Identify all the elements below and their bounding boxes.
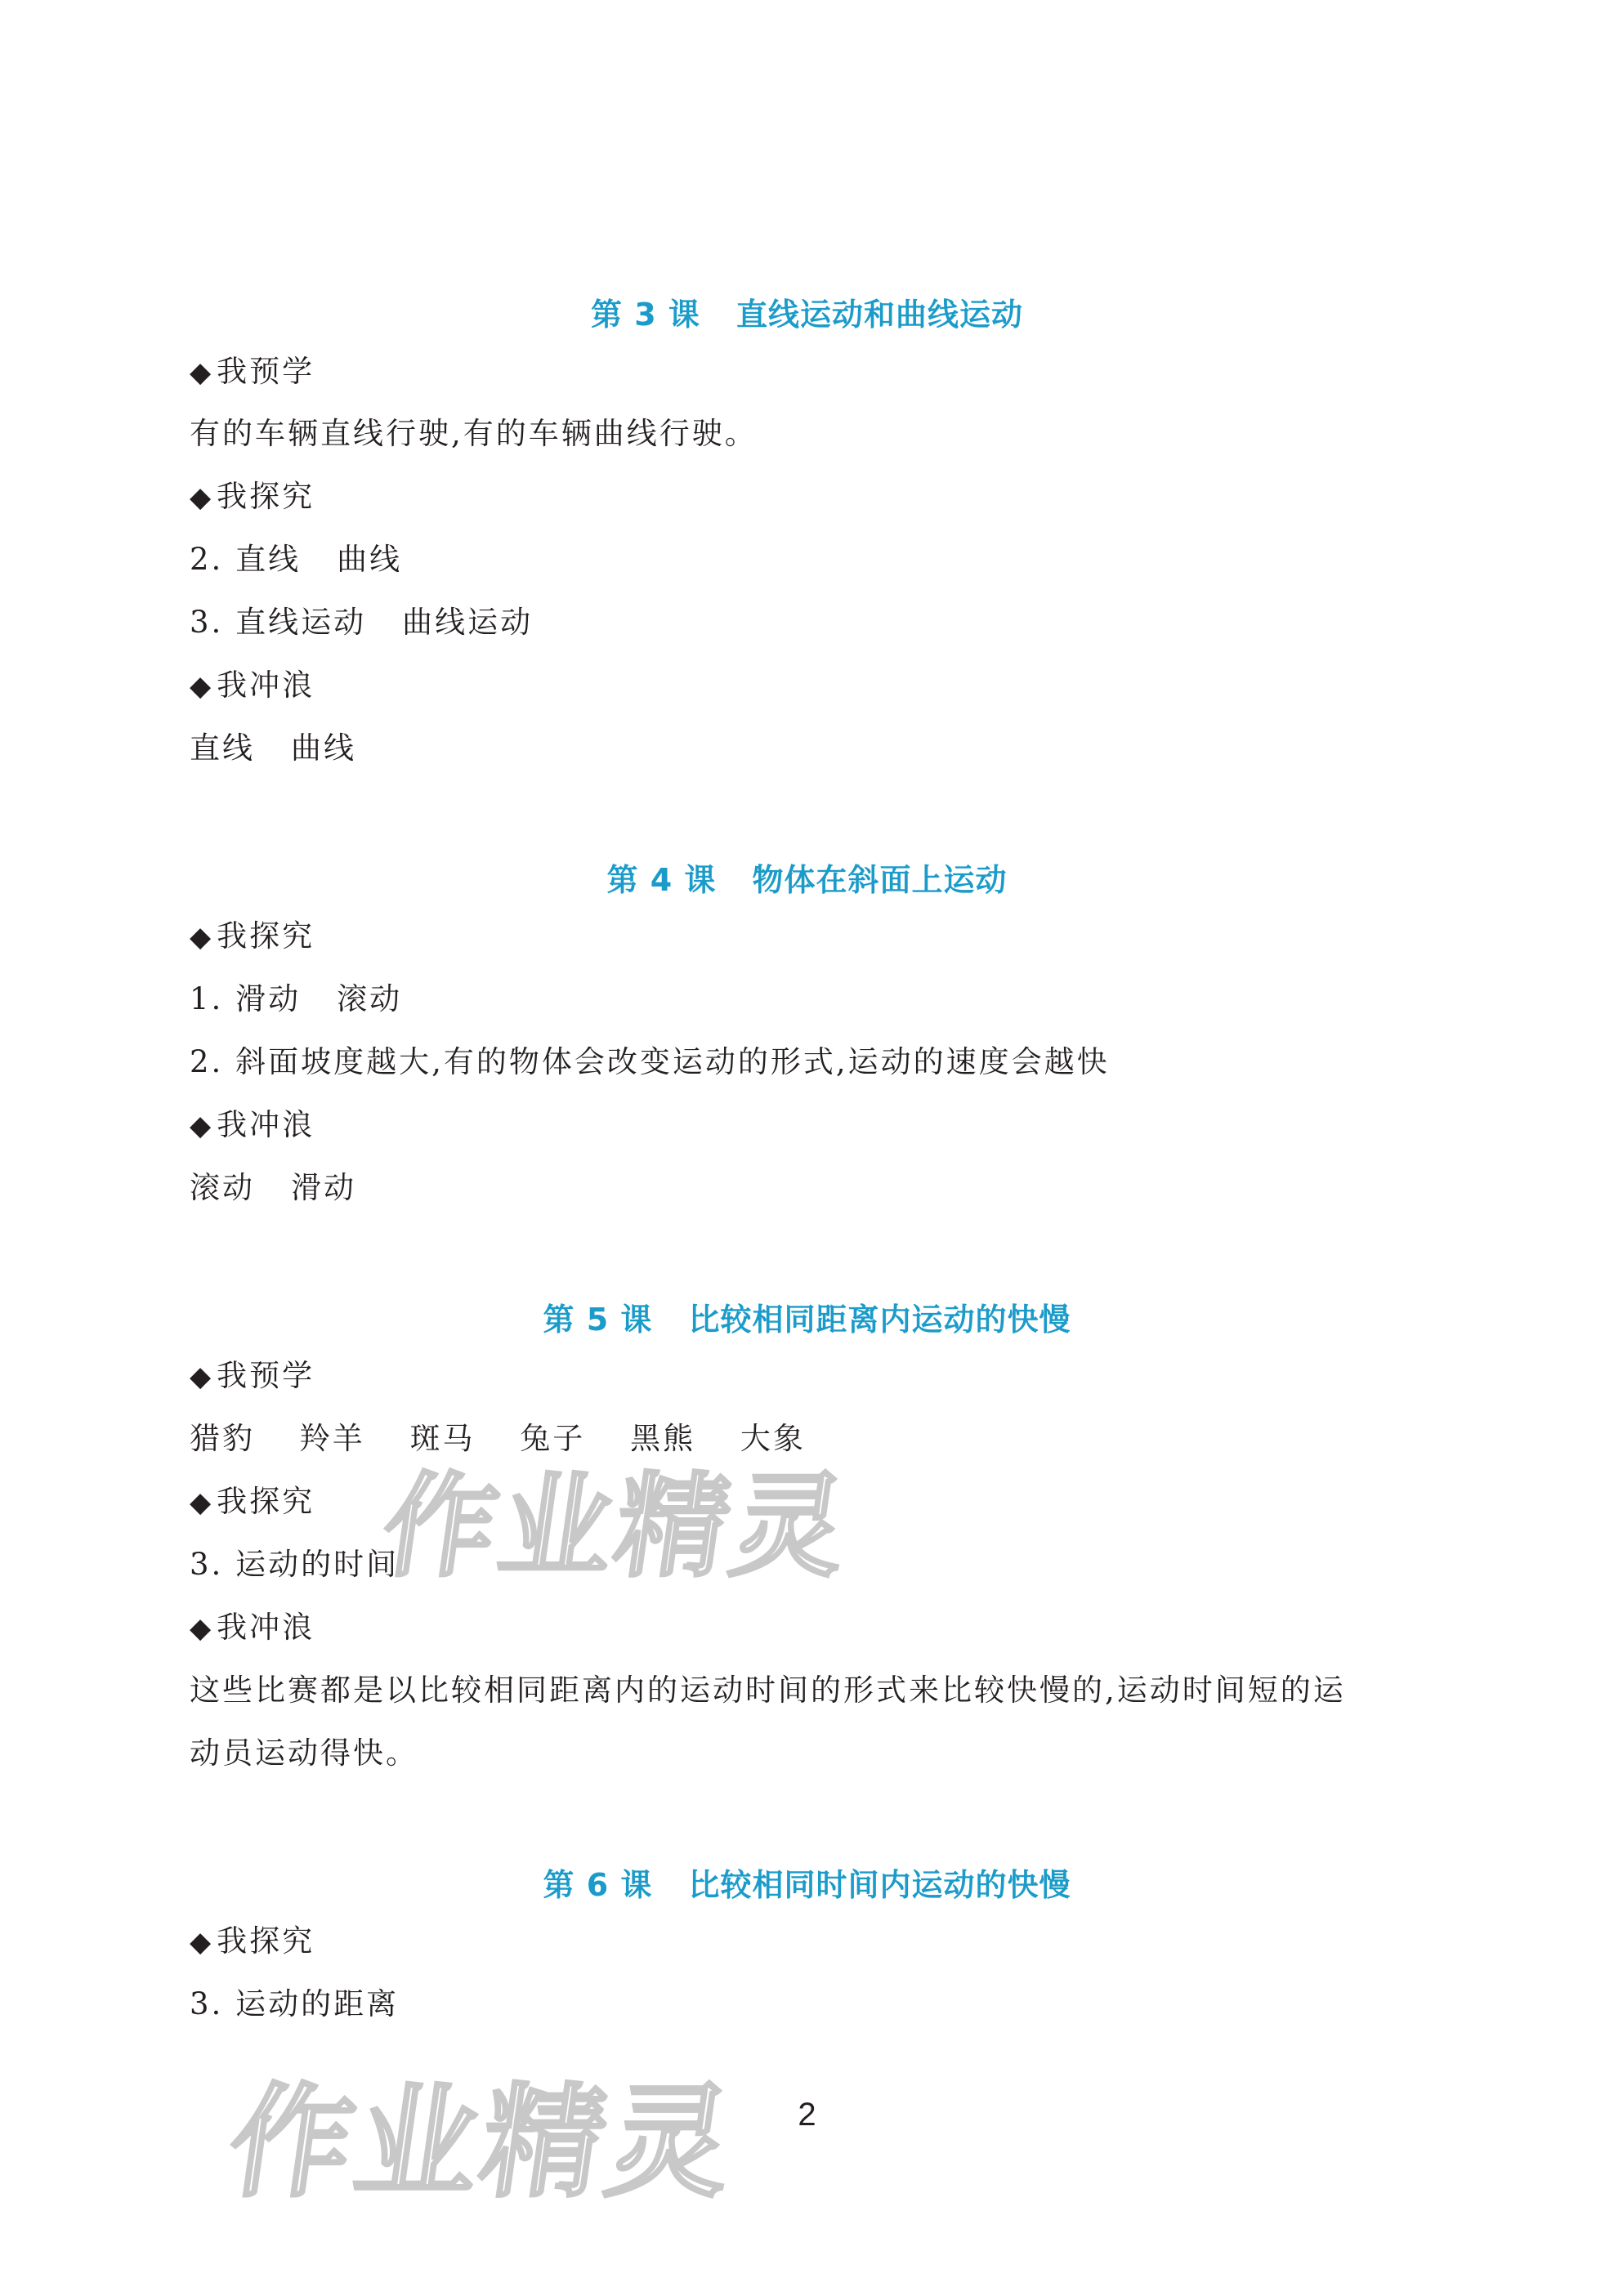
watermark-logo: 作业精灵 <box>220 2072 744 2214</box>
diamond-bullet-icon: ◆ <box>190 670 214 703</box>
section-heading-explore: ◆ 我探究 <box>190 1923 315 1959</box>
answer-line: 3. 运动的距离 <box>190 1986 400 2021</box>
section-heading-surf: ◆ 我冲浪 <box>190 1107 315 1142</box>
animal-item: 羚羊 <box>299 1421 365 1456</box>
page-number: 2 <box>798 2097 816 2133</box>
lesson-4-title <box>0 855 1614 900</box>
diamond-bullet-icon: ◆ <box>190 921 214 954</box>
section-heading-surf: ◆ 我冲浪 <box>190 1610 315 1645</box>
section-heading-explore: ◆ 我探究 <box>190 479 315 514</box>
lesson-name: 比较相同时间内运动的快慢 <box>688 1867 1071 1903</box>
answer-line: 3. 运动的时间 <box>190 1547 400 1582</box>
diamond-bullet-icon: ◆ <box>190 1110 214 1142</box>
answer-line: 滚动 滑动 <box>190 1170 356 1205</box>
lesson-number: 第 5 课 <box>543 1302 653 1338</box>
diamond-bullet-icon: ◆ <box>190 481 214 514</box>
lesson-name: 比较相同距离内运动的快慢 <box>688 1302 1071 1338</box>
watermark-logo: 作业精灵 <box>374 1461 858 1592</box>
answer-line: 这些比赛都是以比较相同距离内的运动时间的形式来比较快慢的,运动时间短的运 <box>190 1673 1346 1708</box>
lesson-number: 第 6 课 <box>543 1867 653 1903</box>
answer-line: 3. 直线运动 曲线运动 <box>190 605 534 640</box>
diamond-bullet-icon: ◆ <box>190 356 214 389</box>
section-heading-explore: ◆ 我探究 <box>190 1484 315 1519</box>
animal-item: 兔子 <box>520 1421 586 1456</box>
section-heading-preview: ◆ 我预学 <box>190 354 315 389</box>
lesson-3-title <box>0 289 1614 334</box>
lesson-number: 第 3 课 <box>591 297 700 333</box>
animal-item: 猎豹 <box>190 1421 255 1456</box>
answer-line: 1. 滑动 滚动 <box>190 981 403 1016</box>
diamond-bullet-icon: ◆ <box>190 1612 214 1645</box>
answer-line: 直线 曲线 <box>190 730 356 766</box>
lesson-5-title <box>0 1294 1614 1339</box>
diamond-bullet-icon: ◆ <box>190 1926 214 1959</box>
answer-line: 2. 斜面坡度越大,有的物体会改变运动的形式,运动的速度会越快 <box>190 1044 1110 1079</box>
animal-item: 斑马 <box>409 1421 476 1456</box>
lesson-name: 物体在斜面上运动 <box>752 862 1008 898</box>
section-heading-surf: ◆ 我冲浪 <box>190 668 315 703</box>
lesson-number: 第 4 课 <box>606 862 717 898</box>
diamond-bullet-icon: ◆ <box>190 1486 214 1519</box>
animal-item: 黑熊 <box>630 1421 696 1456</box>
diamond-bullet-icon: ◆ <box>190 1360 214 1393</box>
lesson-6-title <box>0 1860 1614 1905</box>
lesson-name: 直线运动和曲线运动 <box>735 297 1023 333</box>
section-heading-explore: ◆ 我探究 <box>190 918 315 954</box>
answer-line: 动员运动得快。 <box>190 1735 418 1771</box>
answer-line: 2. 直线 曲线 <box>190 542 403 577</box>
animal-item: 大象 <box>740 1421 806 1456</box>
animal-list <box>190 1423 806 1454</box>
answer-line: 有的车辆直线行驶,有的车辆曲线行驶。 <box>190 416 758 451</box>
section-heading-preview: ◆ 我预学 <box>190 1358 315 1393</box>
